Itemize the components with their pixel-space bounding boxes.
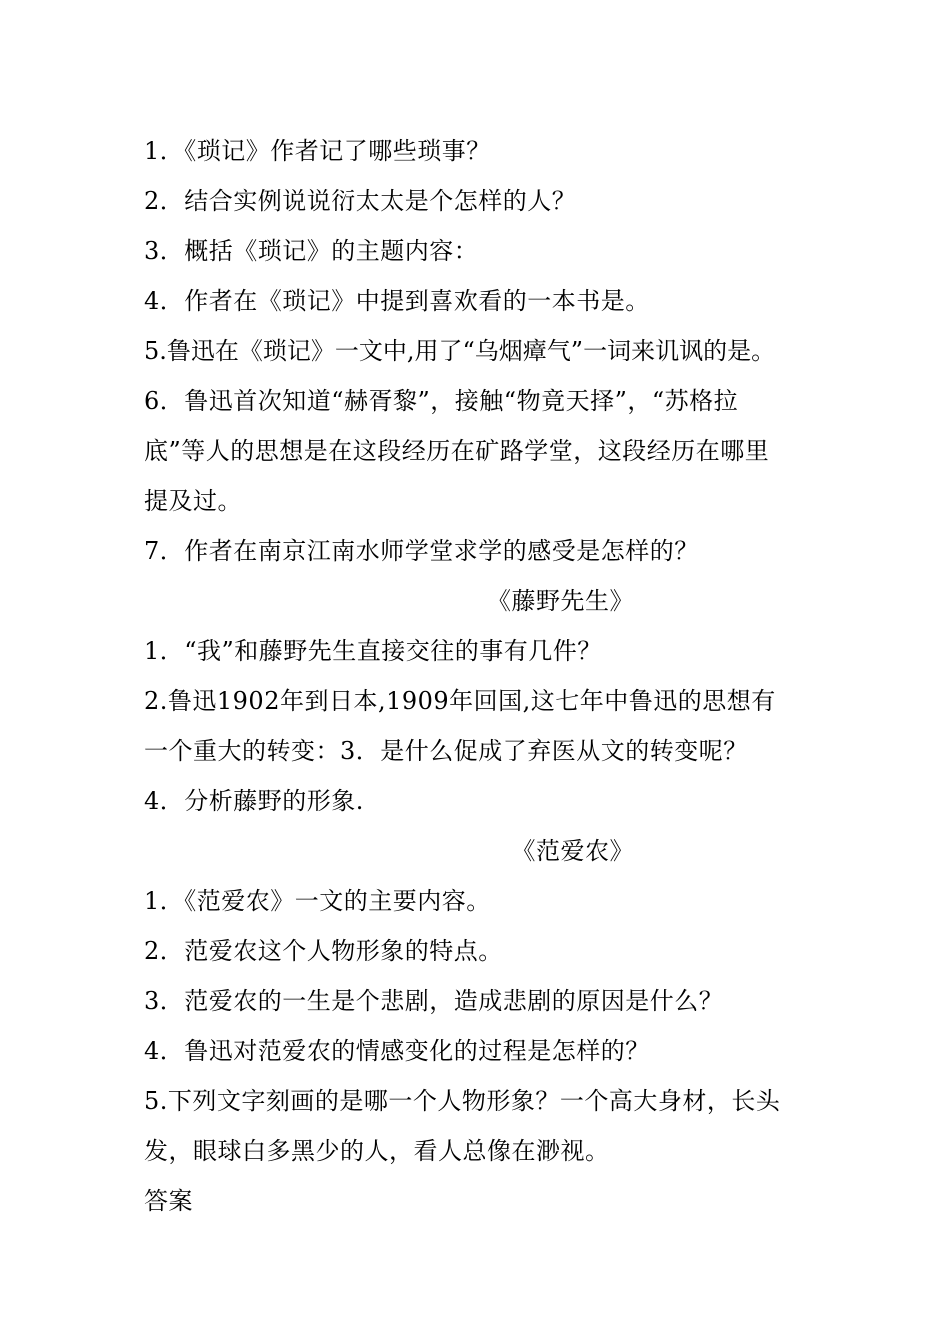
question-line: 5.鲁迅在《琐记》一文中,用了“乌烟瘴气”一词来讥讽的是。	[144, 337, 776, 365]
question-line: 5.下列文字刻画的是哪一个人物形象？一个高大身材，长头	[144, 1087, 781, 1115]
question-line: 2．范爱农这个人物形象的特点。	[144, 937, 503, 965]
section-fanainong	[144, 826, 824, 1176]
question-line: 3．范爱农的一生是个悲剧，造成悲剧的原因是什么？	[144, 987, 724, 1015]
answer-label: 答案	[144, 1187, 193, 1215]
question-line: 4．作者在《琐记》中提到喜欢看的一本书是。	[144, 287, 650, 315]
question-line: 1．“我”和藤野先生直接交往的事有几件？	[144, 637, 602, 665]
question-line: 提及过。	[144, 487, 242, 515]
section-tengye	[144, 576, 824, 826]
section-suoji	[144, 126, 824, 576]
document-body	[144, 126, 824, 1226]
question-line: 发，眼球白多黑少的人，看人总像在渺视。	[144, 1137, 610, 1165]
question-line: 1．《范爱农》一文的主要内容。	[144, 887, 491, 915]
section-heading: 《藤野先生》	[487, 587, 634, 615]
question-line: 1．《琐记》作者记了哪些琐事？	[144, 137, 491, 165]
question-line: 7．作者在南京江南水师学堂求学的感受是怎样的？	[144, 537, 699, 565]
section-heading: 《范爱农》	[511, 837, 634, 865]
question-line: 6．鲁迅首次知道“赫胥黎”，接触“物竟天择”，“苏格拉	[144, 387, 739, 415]
question-line: 4．分析藤野的形象.	[144, 787, 364, 815]
question-line: 2．结合实例说说衍太太是个怎样的人？	[144, 187, 577, 215]
question-line: 底”等人的思想是在这段经历在矿路学堂，这段经历在哪里	[144, 437, 770, 465]
question-line: 4．鲁迅对范爱农的情感变化的过程是怎样的？	[144, 1037, 650, 1065]
question-line: 3．概括《琐记》的主题内容：	[144, 237, 479, 265]
question-line: 一个重大的转变：3．是什么促成了弃医从文的转变呢？	[144, 737, 748, 765]
question-line: 2.鲁迅1902年到日本,1909年回国,这七年中鲁迅的思想有	[144, 687, 776, 715]
